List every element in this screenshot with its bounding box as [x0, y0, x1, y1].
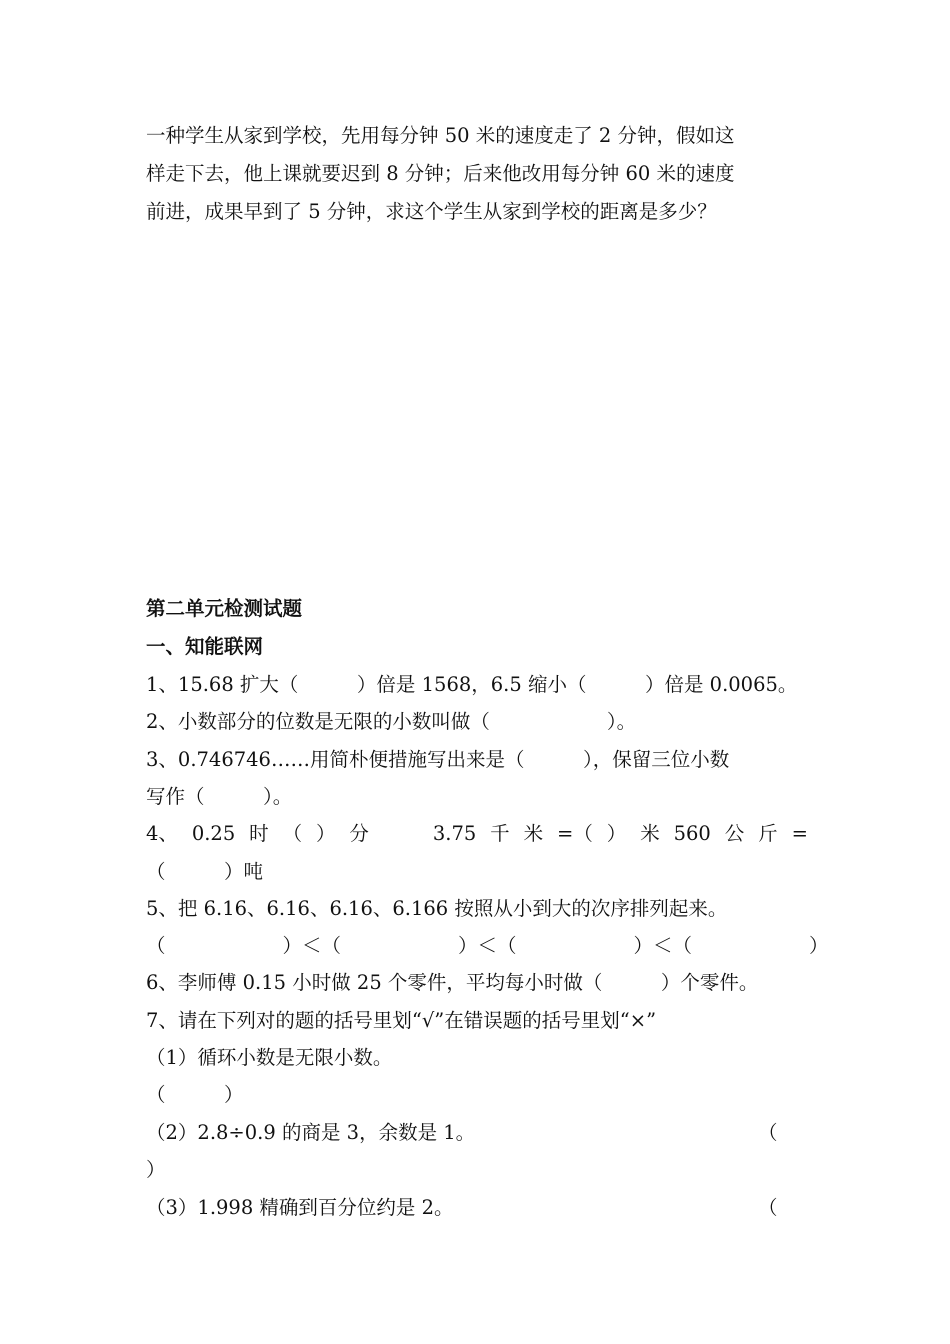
question-5-line-2: （ ）＜（ ）＜（ ）＜（ ）: [146, 934, 829, 957]
q4-part: =: [791, 822, 808, 845]
section-title: 第二单元检测试题: [146, 597, 303, 620]
q4-part: 斤: [758, 822, 778, 845]
q4-part: 0.25: [191, 822, 236, 845]
question-4-line-2: （ ）吨: [146, 860, 264, 883]
statement-2-close-paren: ）: [146, 1158, 166, 1181]
q4-part: 分: [349, 822, 369, 845]
statement-2-open-paren: （: [758, 1121, 778, 1144]
section-subtitle: 一、知能联网: [146, 635, 264, 658]
q4-part: 公: [724, 822, 745, 845]
statement-3: （3）1.998 精确到百分位约是 2。: [146, 1196, 454, 1219]
q4-part: 千: [490, 822, 510, 845]
question-7: 7、请在下列对的题的括号里划“√”在错误题的括号里划“×”: [146, 1009, 657, 1032]
q4-part: ）: [606, 822, 627, 845]
question-3-line-1: 3、0.746746……用简朴便措施写出来是（ ），保留三位小数: [146, 748, 730, 771]
question-6: 6、李师傅 0.15 小时做 25 个零件，平均每小时做（ ）个零件。: [146, 971, 759, 994]
statement-2: （2）2.8÷0.9 的商是 3，余数是 1。: [146, 1121, 476, 1144]
q4-part: 560: [673, 822, 711, 845]
question-5-line-1: 5、把 6.16、6.16、6.16、6.166 按照从小到大的次序排列起来。: [146, 897, 728, 920]
problem-line-1: 一种学生从家到学校，先用每分钟 50 米的速度走了 2 分钟，假如这: [146, 124, 735, 147]
question-2: 2、小数部分的位数是无限的小数叫做（ ）。: [146, 710, 637, 733]
q4-part: （: [282, 822, 303, 845]
statement-3-open-paren: （: [758, 1196, 778, 1219]
problem-line-3: 前进，成果早到了 5 分钟，求这个学生从家到学校的距离是多少？: [146, 200, 717, 223]
statement-1: （1）循环小数是无限小数。: [146, 1046, 393, 1069]
q4-part: 米: [640, 822, 660, 845]
q4-part: 时: [249, 822, 269, 845]
question-4-line-1: [146, 822, 808, 846]
q4-part: =（: [557, 822, 593, 845]
statement-1-answer-paren: （ ）: [146, 1083, 244, 1106]
question-1: 1、15.68 扩大（ ）倍是 1568，6.5 缩小（ ）倍是 0.0065。: [146, 673, 798, 696]
problem-line-2: 样走下去，他上课就要迟到 8 分钟；后来他改用每分钟 60 米的速度: [146, 162, 735, 185]
q4-part: ）: [316, 822, 336, 845]
q4-part: 3.75: [432, 822, 477, 845]
q4-part: 米: [523, 822, 544, 845]
question-3-line-2: 写作（ ）。: [146, 785, 293, 808]
q4-part: 4、: [146, 822, 178, 845]
